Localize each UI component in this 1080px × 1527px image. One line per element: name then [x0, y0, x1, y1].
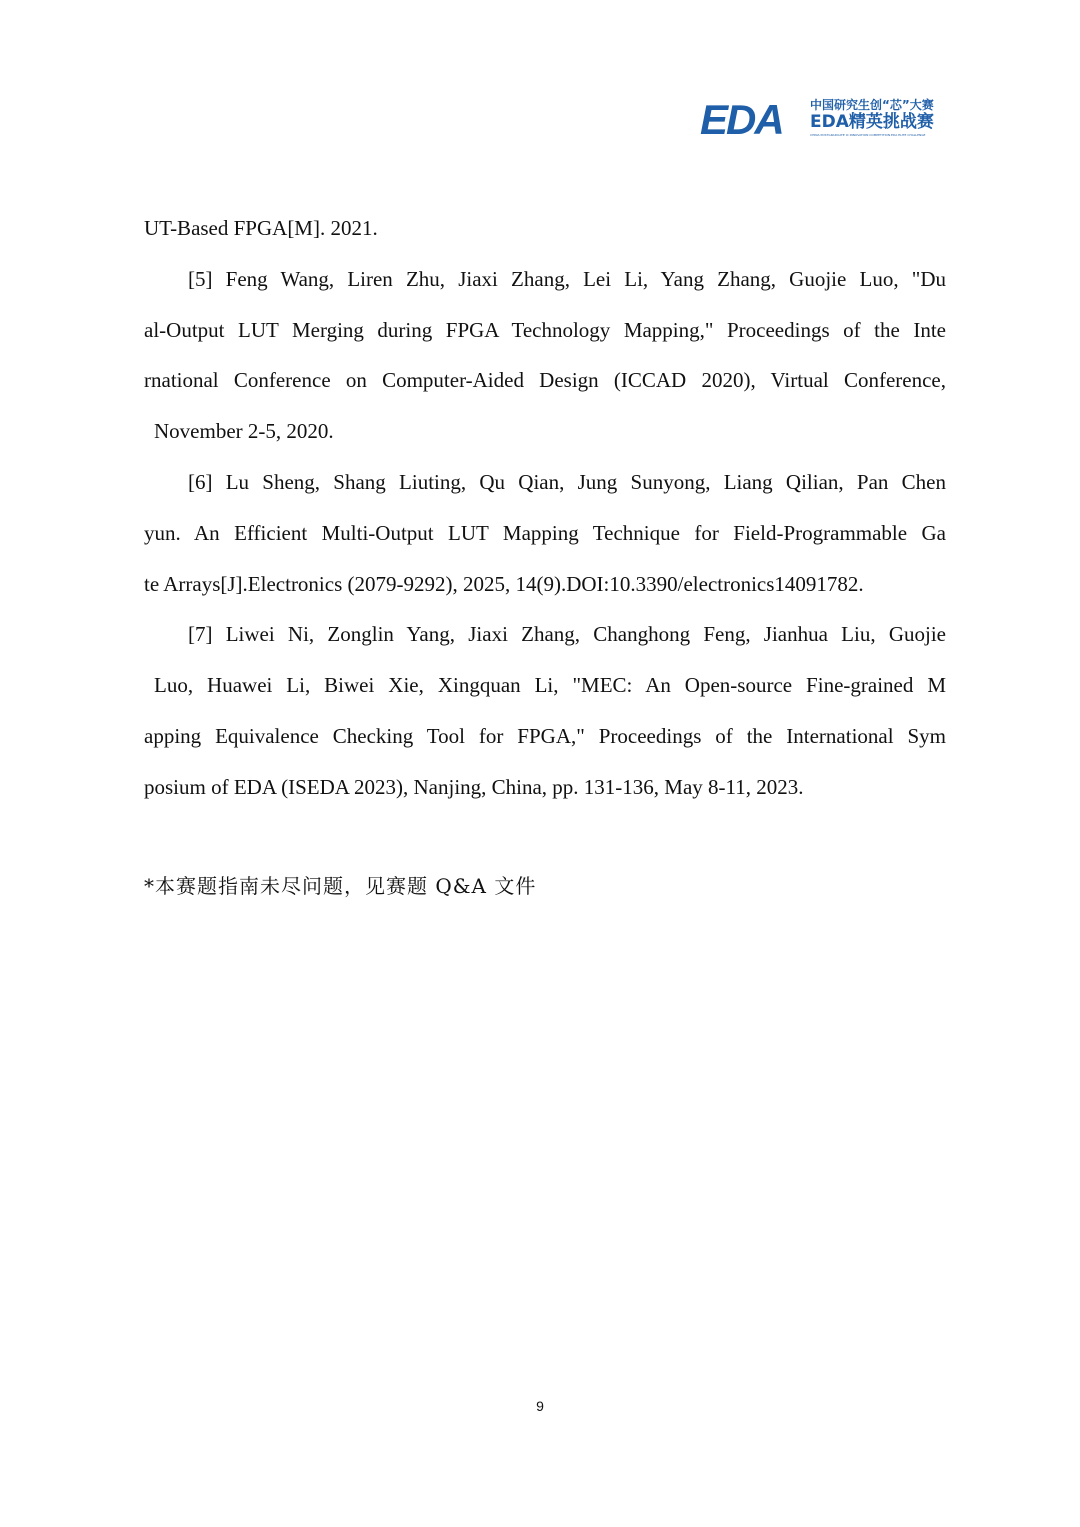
logo-english-tagline: CHINA POSTGRADUATE IC INNOVATION COMPETITION·EDA ELITE CHALLENGE [810, 133, 926, 137]
reference-line: al-Output LUT Merging during FPGA Technology Mapping," Proceedings of the Inte [144, 317, 946, 342]
page-number: 9 [536, 1398, 544, 1414]
reference-line: Luo, Huawei Li, Biwei Xie, Xingquan Li, "MEC: An Open-source Fine-grained M [154, 673, 946, 698]
reference-line: posium of EDA (ISEDA 2023), Nanjing, China, pp. 131-136, May 8-11, 2023. [144, 774, 804, 799]
reference-line: yun. An Efficient Multi-Output LUT Mapping Technique for Field-Programmable Ga [144, 520, 946, 545]
qa-note: *本赛题指南未尽问题，见赛题 Q&A 文件 [144, 874, 537, 898]
reference-5-start: [5] Feng Wang, Liren Zhu, Jiaxi Zhang, Lei Li, Yang Zhang, Guojie Luo, "Du [188, 266, 946, 291]
reference-line: te Arrays[J].Electronics (2079-9292), 2025, 14(9).DOI:10.3390/electronics14091782. [144, 571, 864, 596]
logo-competition-name: 中国研究生创“芯”大赛 [810, 98, 934, 112]
reference-line: rnational Conference on Computer-Aided Design (ICCAD 2020), Virtual Conference, [144, 368, 946, 393]
reference-7-start: [7] Liwei Ni, Zonglin Yang, Jiaxi Zhang, Changhong Feng, Jianhua Liu, Guojie [188, 622, 946, 647]
reference-6-start: [6] Lu Sheng, Shang Liuting, Qu Qian, Jung Sunyong, Liang Qilian, Pan Chen [188, 469, 946, 494]
reference-line: UT-Based FPGA[M]. 2021. [144, 216, 378, 240]
reference-line: apping Equivalence Checking Tool for FPGA," Proceedings of the International Sym [144, 723, 946, 748]
logo-challenge-name: EDA精英挑战赛 [810, 112, 934, 132]
eda-challenge-logo [700, 98, 950, 142]
references-list [144, 203, 946, 813]
eda-logo-mark: EDA [700, 96, 783, 143]
reference-line: November 2-5, 2020. [154, 419, 334, 444]
